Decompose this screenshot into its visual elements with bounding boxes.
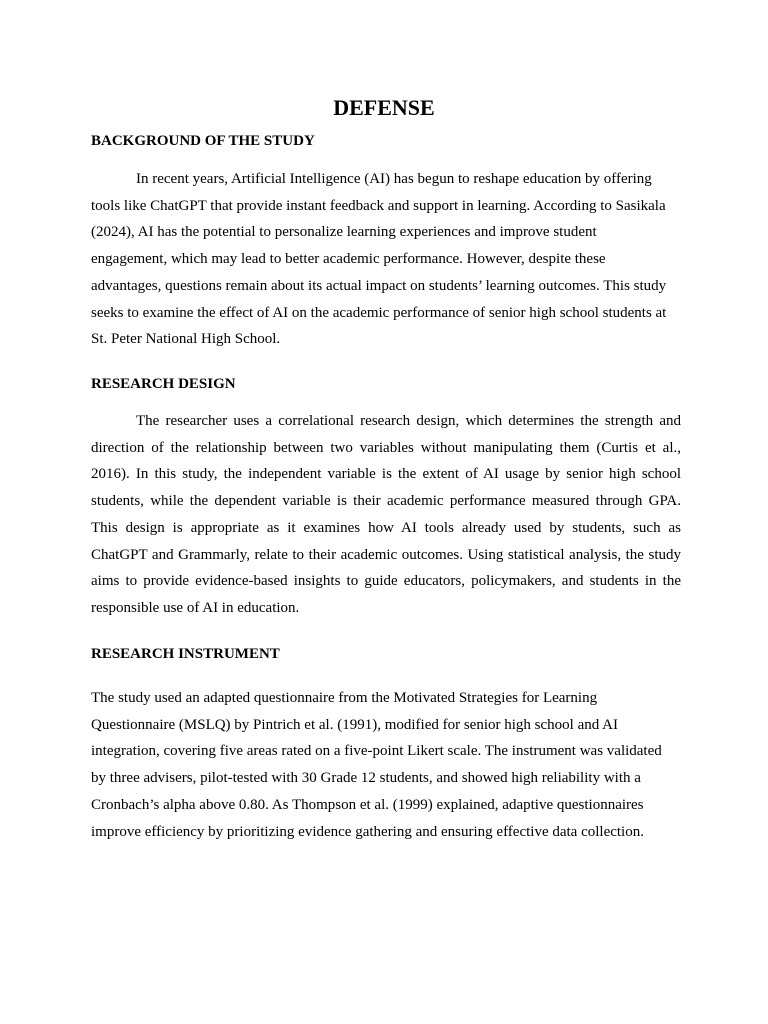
paragraph-line: Cronbach’s alpha above 0.80. As Thompson et al. (1999) explained, adaptive questionnaires: [91, 796, 644, 813]
paragraph-line: 2016). In this study, the independent variable is the extent of AI usage by senior high school: [91, 466, 681, 483]
paragraph-line: improve efficiency by prioritizing evidence gathering and ensuring effective data collection.: [91, 823, 644, 840]
paragraph-line: by three advisers, pilot-tested with 30 Grade 12 students, and showed high reliability with a: [91, 770, 641, 787]
paragraph-line: The researcher uses a correlational research design, which determines the strength and: [136, 413, 681, 429]
paragraph-line: advantages, questions remain about its actual impact on students’ learning outcomes. This study: [91, 277, 667, 294]
paragraph-line: ChatGPT and Grammarly, relate to their academic outcomes. Using statistical analysis, the study: [91, 546, 681, 563]
document-title: DEFENSE: [333, 95, 435, 120]
paragraph-line: In recent years, Artificial Intelligence (AI) has begun to reshape education by offering: [136, 171, 652, 187]
section-heading-research-instrument: RESEARCH INSTRUMENT: [91, 646, 280, 662]
paragraph-line: integration, covering five areas rated on a five-point Likert scale. The instrument was validated: [91, 743, 662, 760]
paragraph-line: students, while the dependent variable is their academic performance measured through GPA.: [91, 493, 681, 510]
paragraph-line: St. Peter National High School.: [91, 331, 281, 348]
paragraph-line: This design is appropriate as it examines how AI tools already used by students, such as: [91, 519, 681, 536]
paragraph-line: Questionnaire (MSLQ) by Pintrich et al. (1991), modified for senior high school and AI: [91, 716, 618, 733]
paragraph-line: seeks to examine the effect of AI on the academic performance of senior high school students at: [91, 304, 667, 321]
paragraph-line: responsible use of AI in education.: [91, 599, 300, 616]
paragraph-background: [91, 166, 681, 353]
paragraph-line: (2024), AI has the potential to personalize learning experiences and improve student: [91, 224, 597, 241]
paragraph-line: aims to provide evidence-based insights to guide educators, policymakers, and students in the: [91, 573, 681, 590]
section-heading-background: BACKGROUND OF THE STUDY: [91, 133, 315, 149]
paragraph-research-instrument: [91, 685, 681, 845]
paragraph-line: engagement, which may lead to better academic performance. However, despite these: [91, 251, 606, 268]
paragraph-research-design: [91, 408, 681, 622]
paragraph-line: tools like ChatGPT that provide instant feedback and support in learning. According to Sasikala: [91, 197, 666, 214]
paragraph-line: direction of the relationship between two variables without manipulating them (Curtis et al.,: [91, 439, 681, 456]
paragraph-line: The study used an adapted questionnaire from the Motivated Strategies for Learning: [91, 690, 598, 706]
section-heading-research-design: RESEARCH DESIGN: [91, 376, 236, 392]
